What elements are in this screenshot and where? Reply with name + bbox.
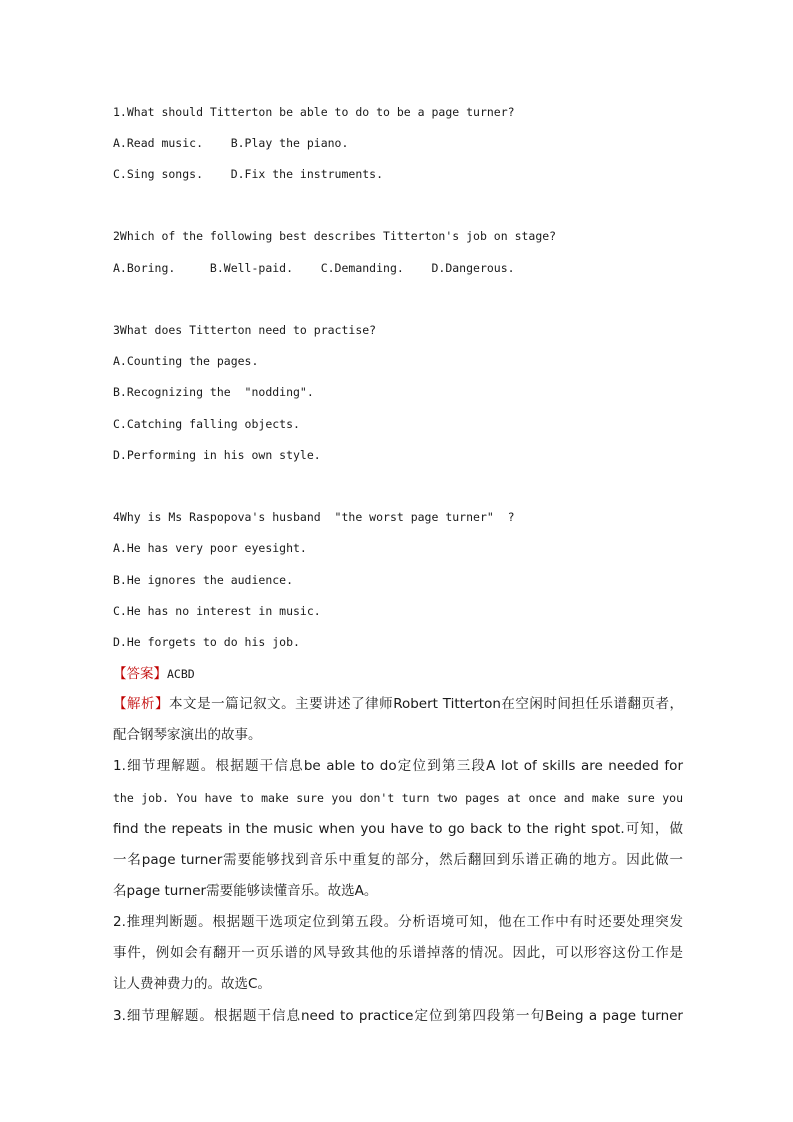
analysis-line-4: the job. You have to make sure you don't turn two pages at once and make sure you [113,791,683,805]
question-3-option-c: C.Catching falling objects. [113,417,300,431]
answer-line [113,664,195,684]
question-1-options-line-1: A.Read music. B.Play the piano. [113,136,349,150]
question-3-option-b: B.Recognizing the "nodding". [113,385,314,399]
question-2-stem: 2Which of the following best describes Titterton's job on stage? [113,229,557,243]
analysis-line-5: find the repeats in the music when you have to go back to the right spot.可知，做 [113,821,683,837]
question-4-stem: 4Why is Ms Raspopova's husband "the worst page turner" ? [113,510,515,524]
analysis-line-2: 配合钢琴家演出的故事。 [113,727,262,743]
answer-text: ACBD [167,667,195,681]
question-3-option-d: D.Performing in his own style. [113,448,321,462]
question-2-options-line-1: A.Boring. B.Well-paid. C.Demanding. D.Dangerous. [113,261,515,275]
question-1-options-line-2: C.Sing songs. D.Fix the instruments. [113,167,384,181]
question-4-option-d: D.He forgets to do his job. [113,635,300,649]
analysis-line-9: 事件，例如会有翻开一页乐谱的风导致其他的乐谱掉落的情况。因此，可以形容这份工作是 [113,945,683,961]
question-3-stem: 3What does Titterton need to practise? [113,323,377,337]
question-3-option-a: A.Counting the pages. [113,354,259,368]
analysis-text-1: 本文是一篇记叙文。主要讲述了律师Robert Titterton在空闲时间担任乐谱翻页者， [169,696,683,712]
analysis-line-1 [113,694,683,714]
question-4-option-a: A.He has very poor eyesight. [113,541,307,555]
question-4-option-b: B.He ignores the audience. [113,573,294,587]
analysis-line-7: 名page turner需要能够读懂音乐。故选A。 [113,883,378,899]
question-1-stem: 1.What should Titterton be able to do to be a page turner? [113,105,515,119]
answer-tag: 【答案】 [113,666,167,682]
analysis-line-8: 2.推理判断题。根据题干选项定位到第五段。分析语境可知，他在工作中有时还要处理突发 [113,914,683,930]
analysis-line-10: 让人费神费力的。故选C。 [113,976,271,992]
analysis-line-3: 1.细节理解题。根据题干信息be able to do定位到第三段A lot of skills are needed for [113,758,683,774]
analysis-line-11: 3.细节理解题。根据题干信息need to practice定位到第四段第一句Being a page turner [113,1008,683,1024]
question-4-option-c: C.He has no interest in music. [113,604,321,618]
analysis-tag: 【解析】 [113,696,170,712]
analysis-line-6: 一名page turner需要能够找到音乐中重复的部分，然后翻回到乐谱正确的地方。因此做一 [113,852,683,868]
